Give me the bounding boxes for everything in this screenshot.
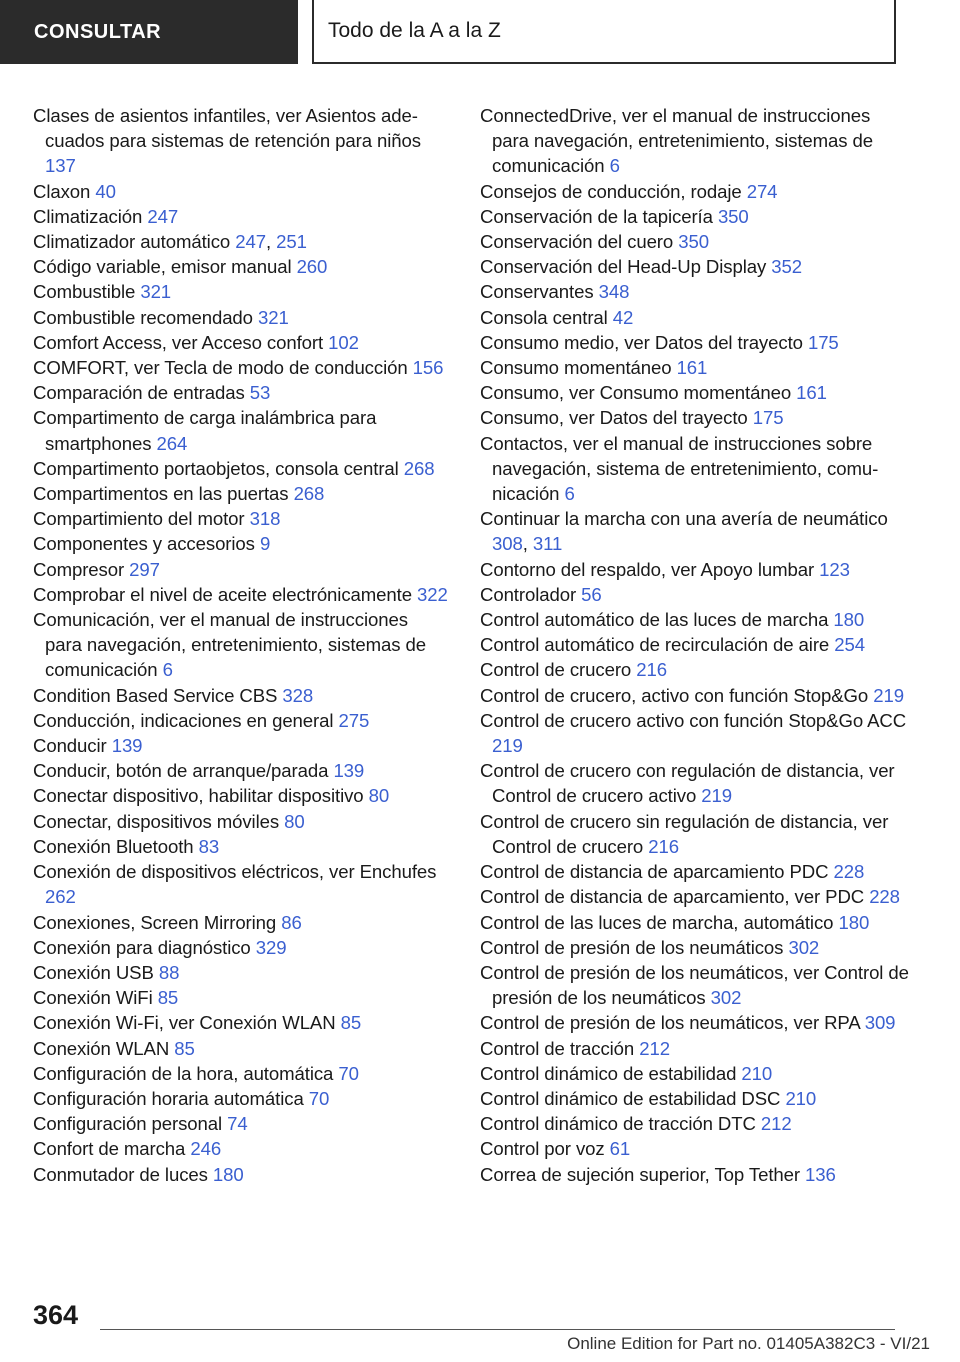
index-entry [480,910,910,935]
page-reference-link[interactable]: 350 [678,231,709,253]
index-term: Claxon [33,180,91,202]
index-term: Control por voz [480,1138,605,1160]
index-term: Control de crucero, activo con función Stop&Go [480,684,869,706]
index-entry [33,355,448,380]
page-reference-link[interactable]: 350 [717,205,749,227]
index-term: Conectar dispositivo, habilitar dispositivo [33,785,364,807]
page-reference-link[interactable]: 88 [158,961,180,983]
index-term: Configuración de la hora, automática [33,1062,334,1084]
index-term: Conectar, dispositivos móviles [33,810,280,832]
index-entry [33,1136,448,1161]
index-term: Conducir, botón de arranque/parada [33,760,329,782]
page-reference-link[interactable]: 56 [581,583,602,605]
index-term: Configuración horaria automática [33,1087,304,1109]
page-reference-link[interactable]: 161 [796,382,827,404]
index-column-right [480,103,910,1187]
index-entry [480,1136,910,1161]
index-term: Control de presión de los neumáticos, ver RPA [480,1012,860,1034]
index-term: Compartimento portaobjetos, consola central [33,457,399,479]
index-term: Consumo medio, ver Datos del trayecto [480,331,803,353]
index-entry [33,809,448,834]
index-term: Control de distancia de aparcamiento, ver PDC [480,886,865,908]
index-entry [33,708,448,733]
page-reference-link[interactable]: 219 [701,785,733,807]
page-reference-link[interactable]: 246 [190,1138,222,1160]
page-reference-link[interactable]: 156 [412,357,444,379]
page-reference-link[interactable]: 216 [648,835,679,857]
page-reference-link[interactable]: 175 [752,407,784,429]
index-term: Control de crucero [480,659,632,681]
page-reference-link[interactable]: 260 [296,256,328,278]
page-reference-link[interactable]: 70 [308,1087,330,1109]
page-reference-link[interactable]: 74 [227,1113,248,1135]
index-entry [33,380,448,405]
index-term: Conservantes [480,281,594,303]
page-reference-link[interactable]: 9 [259,533,271,555]
page-reference-link[interactable]: 136 [805,1163,836,1185]
page-reference-link[interactable]: 302 [788,936,820,958]
page-reference-link[interactable]: 210 [741,1062,773,1084]
index-entry [33,683,448,708]
index-entry [33,279,448,304]
index-term: Control de distancia de aparcamiento PDC [480,861,829,883]
chapter-title: Todo de la A a la Z [312,0,896,64]
index-entry [480,380,910,405]
page-reference-link[interactable]: 348 [598,281,630,303]
index-entry [33,254,448,279]
page-reference-link[interactable]: 180 [212,1163,244,1185]
page-reference-link[interactable]: 219 [492,735,523,757]
index-term: Compartimiento del motor [33,508,245,530]
index-entry [480,355,910,380]
index-term: Conexión WiFi [33,987,153,1009]
index-term: Control de las luces de marcha, automático [480,911,834,933]
page-reference-link[interactable]: 102 [328,331,359,353]
index-term: Combustible recomendado [33,306,253,328]
index-term: Conexión WLAN [33,1037,170,1059]
index-entry: Continuar la marcha con una avería de neumático 308, 311 [480,508,888,555]
index-term: Consumo, ver Datos del trayecto [480,407,748,429]
index-entry [33,582,448,607]
index-entry [480,1086,910,1111]
page-reference-link[interactable]: 6 [162,659,173,681]
page-number: 364 [33,1300,79,1330]
index-term: Conservación de la tapicería [480,205,713,227]
index-term: Control de presión de los neumáticos [480,936,784,958]
index-entry [33,557,448,582]
index-term: Contactos, ver el manual de instrucciones sobre navegación, sistema de entretenimiento, comunicación [480,432,879,505]
index-entry [480,305,910,330]
footer-divider [100,1329,895,1330]
index-term: Correa de sujeción superior, Top Tether [480,1163,800,1185]
index-term: Clases de asientos infantiles, ver Asientos adecuados para sistemas de retención para niños [33,105,421,152]
index-entry [33,1086,448,1111]
index-entry [33,305,448,330]
index-entry [480,204,910,229]
page-reference-link[interactable]: 180 [833,609,865,631]
index-entry [33,834,448,859]
index-term: Control de crucero sin regulación de distancia, ver Control de crucero [480,810,889,857]
index-term: Condition Based Service CBS [33,684,278,706]
page-reference-link[interactable]: 61 [609,1138,631,1160]
index-term: Control dinámico de estabilidad DSC [480,1087,781,1109]
index-term: Consejos de conducción, rodaje [480,180,742,202]
index-term: Comparación de entradas [33,382,245,404]
index-term: Control de crucero activo con función Stop&Go ACC [480,709,907,731]
page-header [0,0,960,66]
index-entry [480,708,910,758]
page-reference-link[interactable]: 262 [45,886,76,908]
index-entry [480,254,910,279]
page-reference-link[interactable]: 83 [198,835,220,857]
page-reference-link[interactable]: 322 [417,583,448,605]
index-term: Control dinámico de estabilidad [480,1062,737,1084]
index-entry [480,1010,910,1035]
index-term: Conexión para diagnóstico [33,936,251,958]
index-term: COMFORT, ver Tecla de modo de conducción [33,357,408,379]
page-reference-link[interactable]: 123 [819,558,850,580]
index-term: Conexión Bluetooth [33,835,194,857]
index-entry [33,733,448,758]
index-term: Climatización [33,205,143,227]
index-entry [33,1010,448,1035]
index-term: Componentes y accesorios [33,533,255,555]
index-entry [480,1111,910,1136]
index-term: Consola central [480,306,608,328]
index-entry [480,884,910,909]
index-entry [33,960,448,985]
page-reference-link[interactable]: 309 [864,1012,896,1034]
index-entry [33,103,448,179]
index-term: Compresor [33,558,125,580]
index-term: Conducir [33,735,107,757]
index-entry [480,582,910,607]
index-term: Conmutador de luces [33,1163,208,1185]
index-entry [33,1111,448,1136]
page-reference-link[interactable]: 175 [807,331,839,353]
page-reference-link[interactable]: 161 [676,357,708,379]
index-term: Conexiones, Screen Mirroring [33,911,277,933]
page-reference-link[interactable]: 275 [338,709,370,731]
index-column-left [33,103,448,1187]
index-entry [33,1162,448,1187]
index-term: Conexión de dispositivos eléctricos, ver Enchufes [33,861,437,883]
page-reference-link[interactable]: 6 [564,483,575,505]
page-reference-link[interactable]: 85 [340,1012,362,1034]
page-reference-link[interactable]: 251 [276,231,307,253]
index-term: Contorno del respaldo, ver Apoyo lumbar [480,558,815,580]
index-entry [480,103,910,179]
index-term: Código variable, emisor manual [33,256,292,278]
index-term: Confort de marcha [33,1138,186,1160]
index-entry [33,204,448,229]
index-entry [33,783,448,808]
page-reference-link[interactable]: 274 [746,180,778,202]
index-entry: Climatizador automático 247, 251 [33,231,307,253]
index-term: Control automático de las luces de marcha [480,609,829,631]
index-term: Compartimentos en las puertas [33,483,289,505]
index-entry [33,506,448,531]
index-entry [33,758,448,783]
page-reference-link[interactable]: 268 [293,483,325,505]
page-reference-link[interactable]: 321 [140,281,172,303]
index-term: Control de tracción [480,1037,635,1059]
index-entry [33,179,448,204]
index-entry [33,859,448,909]
page-reference-link[interactable]: 210 [785,1087,817,1109]
page-reference-link[interactable]: 318 [249,508,281,530]
page-reference-link[interactable]: 321 [258,306,289,328]
page-reference-link[interactable]: 254 [834,634,865,656]
index-entry [33,330,448,355]
index-entry [480,1162,910,1187]
page-reference-link[interactable]: 53 [249,382,271,404]
index-entry [480,557,910,582]
page-reference-link[interactable]: 139 [333,760,365,782]
index-term: ConnectedDrive, ver el manual de instrucciones para navegación, entretenimiento, sistemas de comunicación [480,105,874,177]
page-reference-link[interactable]: 328 [282,684,314,706]
index-entry [33,935,448,960]
index-entry [33,607,448,683]
index-entry [480,405,910,430]
page-reference-link[interactable]: 40 [95,180,116,202]
page-reference-link[interactable]: 85 [157,987,179,1009]
index-term: Consumo, ver Consumo momentáneo [480,382,792,404]
index-term: Comprobar el nivel de aceite electrónicamente [33,583,412,605]
page-reference-link[interactable]: 352 [771,256,802,278]
page-reference-link[interactable]: 268 [403,457,435,479]
page-reference-link[interactable]: 247 [147,205,179,227]
index-term: Control de crucero con regulación de distancia, ver Control de crucero activo [480,760,895,807]
page-reference-link[interactable]: 297 [129,558,160,580]
index-entry [33,531,448,556]
index-term: Comfort Access, ver Acceso confort [33,331,324,353]
index-entry [480,809,910,859]
index-entry [33,456,448,481]
index-entry [33,910,448,935]
index-entry [33,1036,448,1061]
page-reference-link[interactable]: 228 [833,861,865,883]
page-reference-link[interactable]: 42 [612,306,634,328]
index-entry [33,985,448,1010]
index-entry [480,179,910,204]
section-tab: CONSULTAR [0,0,298,64]
footer-edition: Online Edition for Part no. 01405A382C3 - VI/21 [567,1334,930,1353]
page-reference-link[interactable]: 212 [760,1113,792,1135]
index-entry [480,279,910,304]
index-entry [33,405,448,455]
page-reference-link[interactable]: 216 [636,659,667,681]
index-entry [480,1036,910,1061]
index-term: Climatizador automático [33,231,231,253]
index-entry [33,481,448,506]
page-reference-link[interactable]: 329 [255,936,287,958]
page-reference-link[interactable]: 247 [235,231,266,253]
page-reference-link[interactable]: 80 [368,785,390,807]
index-entry [480,607,910,632]
index-entry [480,229,910,254]
index-entry [480,632,910,657]
index-term: Consumo momentáneo [480,357,672,379]
index-term: Comunicación, ver el manual de instrucciones para navegación, entretenimiento, sistemas de comunicación [33,609,427,681]
page-reference-link[interactable]: 302 [710,987,742,1009]
index-term: Conservación del Head-Up Display [480,256,767,278]
index-entry [480,1061,910,1086]
index-term: Configuración personal [33,1113,223,1135]
index-entry [480,859,910,884]
index-term: Conexión Wi-Fi, ver Conexión WLAN [33,1012,336,1034]
index-entry [480,758,910,808]
page-reference-link[interactable]: 80 [284,810,305,832]
page-reference-link[interactable]: 219 [873,684,904,706]
index-entry [480,330,910,355]
index-term: Conducción, indicaciones en general [33,709,334,731]
page-reference-link[interactable]: 264 [156,432,188,454]
index-term: Controlador [480,583,577,605]
index-entry [480,657,910,682]
index-entry [480,960,910,1010]
index-entry [480,431,910,507]
index-entry [480,935,910,960]
page-reference-link[interactable]: 70 [338,1062,359,1084]
page-reference-link[interactable]: 212 [639,1037,670,1059]
page-reference-link[interactable]: 86 [281,911,302,933]
index-entry [33,1061,448,1086]
page-reference-link[interactable]: 308 [492,533,523,555]
page-reference-link[interactable]: 311 [532,533,563,555]
page-reference-link[interactable]: 137 [45,155,76,177]
page-reference-link[interactable]: 228 [869,886,900,908]
page-reference-link[interactable]: 139 [111,735,143,757]
page-reference-link[interactable]: 6 [609,155,620,177]
index-term: Combustible [33,281,136,303]
index-entry [480,683,910,708]
index-term: Control dinámico de tracción DTC [480,1113,756,1135]
page-reference-link[interactable]: 85 [174,1037,195,1059]
index-term: Control de presión de los neumáticos, ver Control de presión de los neumáticos [480,961,909,1009]
index-term: Conexión USB [33,961,154,983]
page-reference-link[interactable]: 180 [838,911,870,933]
index-term: Compartimento de carga inalámbrica para smartphones [33,407,377,454]
index-term: Conservación del cuero [480,231,674,253]
index-term: Control automático de recirculación de aire [480,634,830,656]
index-term: Continuar la marcha con una avería de neumático [480,508,888,530]
